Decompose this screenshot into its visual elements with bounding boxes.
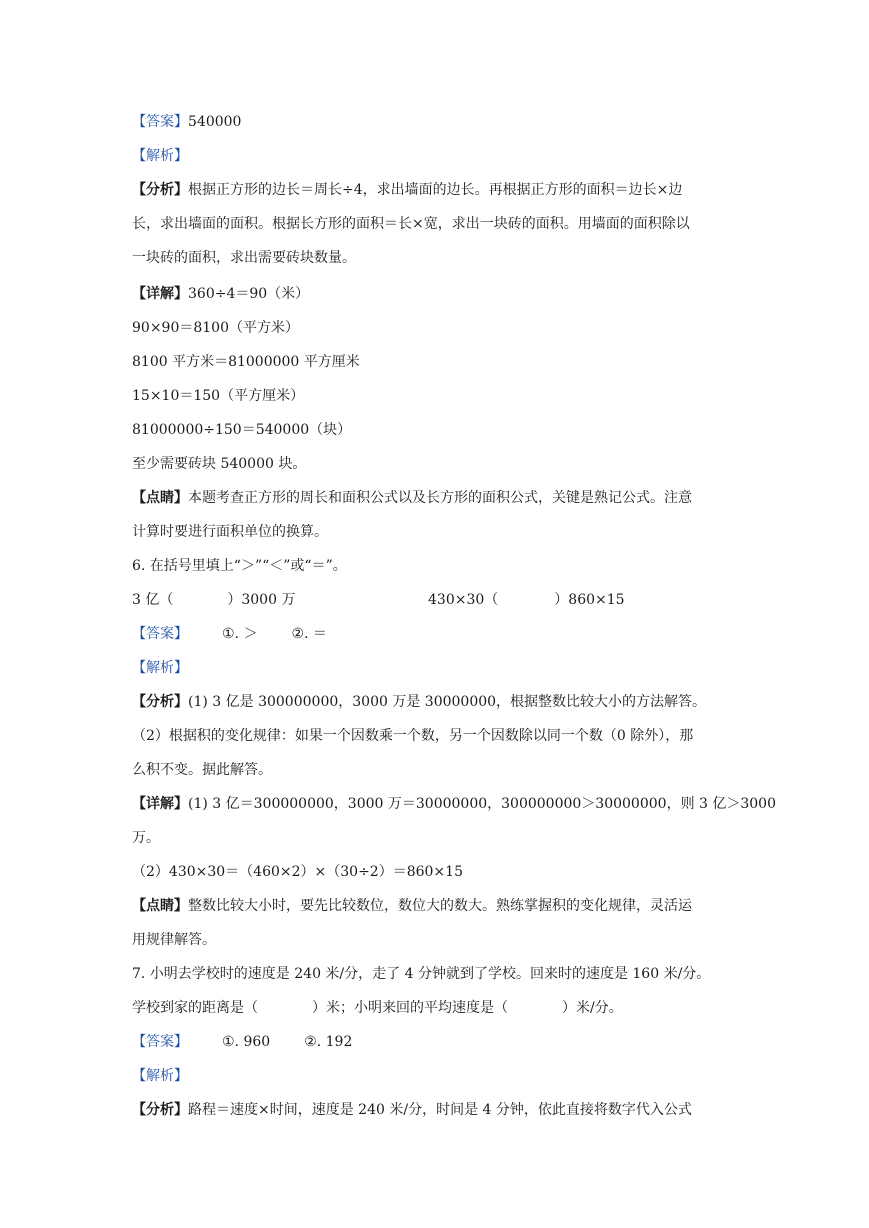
q6-answer-row — [132, 624, 327, 644]
q7-stem-part-b: ）米；小明来回的平均速度是（ — [312, 1000, 508, 1016]
q6-dianjing-line-1 — [132, 896, 692, 916]
analysis-label: 【解析】 — [132, 148, 188, 164]
q7-stem-part-a: 学校到家的距离是（ — [132, 1000, 258, 1016]
answer-label: 【答案】 — [132, 626, 188, 642]
answer-label: 【答案】 — [132, 114, 188, 130]
analysis-label: 【解析】 — [132, 1068, 188, 1084]
q6-dianjing-line-2: 用规律解答。 — [132, 932, 216, 948]
answer-2: ②. 192 — [304, 1034, 353, 1050]
q6-xiangjie-line-2: 万。 — [132, 830, 160, 846]
q7-stem-line-2 — [132, 998, 623, 1018]
q6-fenxi-line-3: 么积不变。据此解答。 — [132, 762, 272, 778]
q7-analysis-heading — [132, 1066, 188, 1086]
q5-analysis-heading — [132, 146, 188, 166]
q6-item2-right: ）860×15 — [554, 592, 625, 608]
q5-dianjing-line-1 — [132, 488, 692, 508]
answer-1: ①. 960 — [222, 1034, 271, 1050]
q6-xiangjie-line-3: （2）430×30＝（460×2）×（30÷2）＝860×15 — [132, 864, 463, 880]
fenxi-label: 【分析】 — [132, 1102, 188, 1118]
answer-label: 【答案】 — [132, 1034, 188, 1050]
dianjing-label: 【点睛】 — [132, 898, 188, 914]
answer-1: ①. ＞ — [222, 626, 258, 642]
q5-fenxi-line-2: 长，求出墙面的面积。根据长方形的面积＝长×宽，求出一块砖的面积。用墙面的面积除以 — [132, 216, 690, 232]
fenxi-text: 路程＝速度×时间，速度是 240 米/分，时间是 4 分钟，依此直接将数字代入公式 — [188, 1102, 692, 1118]
xiangjie-label: 【详解】 — [132, 796, 188, 812]
q7-stem-line-1: 7. 小明去学校时的速度是 240 米/分，走了 4 分钟就到了学校。回来时的速度是 160 米/分。 — [132, 966, 711, 982]
q6-item1-left: 3 亿（ — [132, 592, 174, 608]
q6-item1-right: ）3000 万 — [227, 592, 296, 608]
q6-fenxi-line-2: （2）根据积的变化规律：如果一个因数乘一个数，另一个因数除以同一个数（0 除外），那 — [132, 728, 694, 744]
xiangjie-text: (1) 3 亿＝300000000，3000 万＝30000000，300000000＞30000000，则 3 亿＞3000 — [188, 796, 776, 812]
q6-xiangjie-line-1 — [132, 794, 776, 814]
fenxi-label: 【分析】 — [132, 694, 188, 710]
q5-xiangjie-line-1 — [132, 284, 309, 304]
dianjing-label: 【点睛】 — [132, 490, 188, 506]
fenxi-text: 根据正方形的边长＝周长÷4，求出墙面的边长。再根据正方形的面积＝边长×边 — [188, 182, 683, 198]
q6-stem: 6. 在括号里填上“＞”“＜”或“＝”。 — [132, 558, 347, 574]
q6-items — [132, 590, 752, 610]
fenxi-label: 【分析】 — [132, 182, 188, 198]
calc-text: 360÷4＝90（米） — [188, 286, 310, 302]
answer-2: ②. ＝ — [291, 626, 327, 642]
q6-analysis-heading — [132, 658, 188, 678]
q7-stem-part-c: ）米/分。 — [562, 1000, 623, 1016]
q5-answer-row — [132, 112, 241, 132]
q5-fenxi-line-3: 一块砖的面积，求出需要砖块数量。 — [132, 250, 356, 266]
xiangjie-label: 【详解】 — [132, 286, 188, 302]
q6-item2 — [428, 590, 625, 610]
analysis-label: 【解析】 — [132, 660, 188, 676]
q5-dianjing-line-2: 计算时要进行面积单位的换算。 — [132, 524, 328, 540]
q7-fenxi-line-1 — [132, 1100, 692, 1120]
q6-fenxi-line-1 — [132, 692, 706, 712]
dianjing-text: 本题考查正方形的周长和面积公式以及长方形的面积公式，关键是熟记公式。注意 — [188, 490, 692, 506]
dianjing-text: 整数比较大小时，要先比较数位，数位大的数大。熟练掌握积的变化规律，灵活运 — [188, 898, 692, 914]
q6-item2-left: 430×30（ — [428, 592, 499, 608]
fenxi-text: (1) 3 亿是 300000000，3000 万是 30000000，根据整数比较大小的方法解答。 — [188, 694, 707, 710]
q7-answer-row — [132, 1032, 352, 1052]
q5-calc-5: 81000000÷150＝540000（块） — [132, 422, 352, 438]
q5-calc-6: 至少需要砖块 540000 块。 — [132, 456, 307, 472]
q5-calc-2: 90×90＝8100（平方米） — [132, 320, 299, 336]
q5-calc-3: 8100 平方米＝81000000 平方厘米 — [132, 354, 360, 370]
q5-fenxi-line-1 — [132, 180, 682, 200]
q5-calc-4: 15×10＝150（平方厘米） — [132, 388, 305, 404]
answer-value: 540000 — [188, 114, 242, 130]
